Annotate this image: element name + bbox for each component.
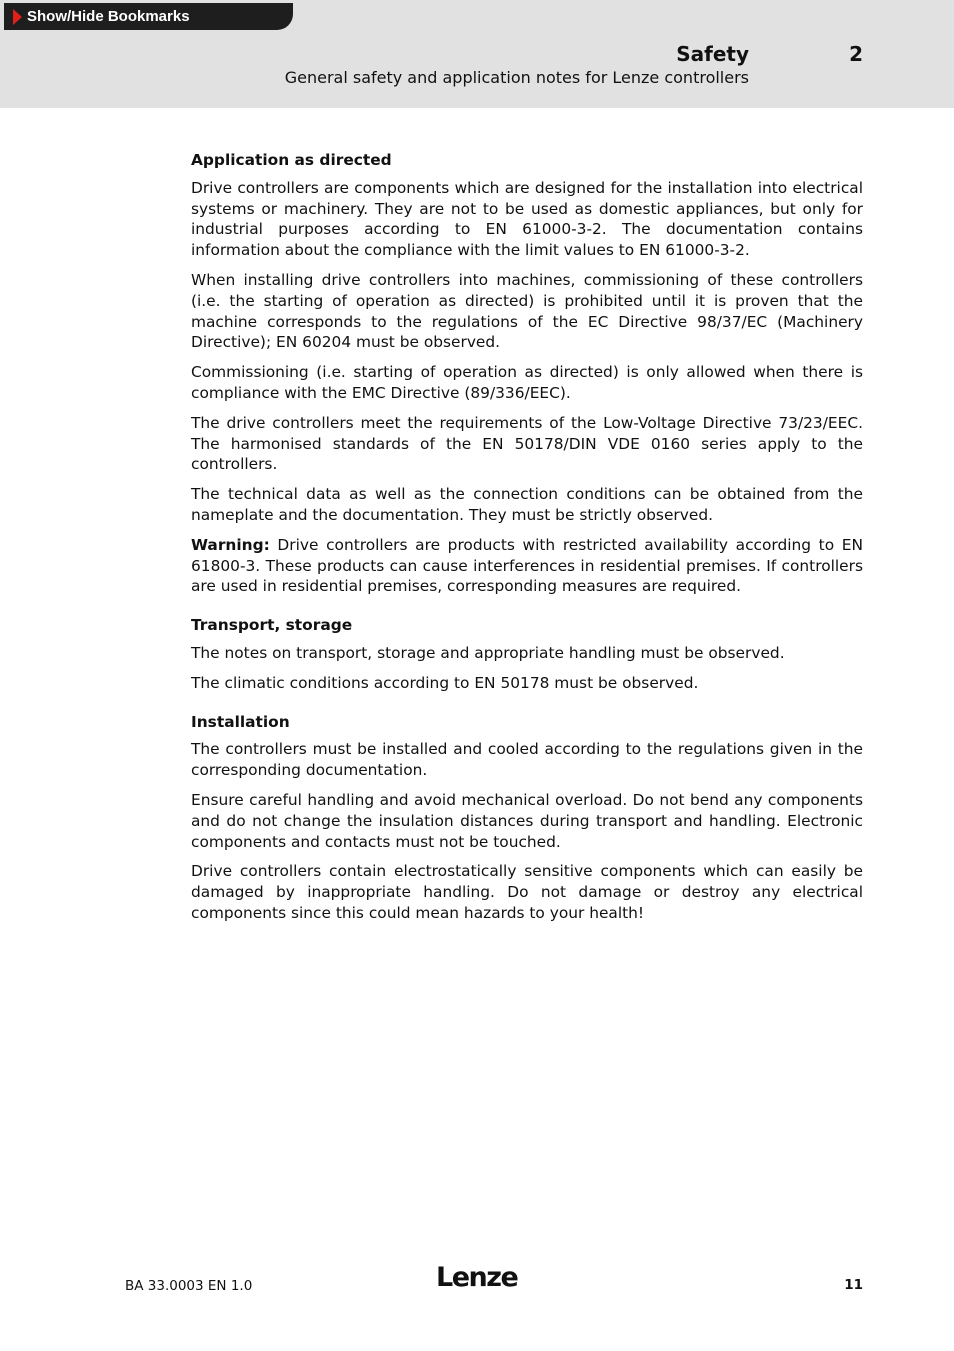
paragraph: Ensure careful handling and avoid mechanical overload. Do not bend any components and do not change the insulation distances during transport and handling. Electronic components and contacts must not be touched. bbox=[191, 790, 863, 851]
page-number: 11 bbox=[844, 1277, 863, 1293]
lenze-logo: Lenze bbox=[436, 1262, 518, 1293]
section-heading: Application as directed bbox=[191, 151, 392, 169]
page-content bbox=[191, 150, 863, 933]
page-header bbox=[0, 0, 954, 108]
paragraph: Commissioning (i.e. starting of operation as directed) is only allowed when there is compliance with the EMC Directive (89/336/EEC). bbox=[191, 363, 863, 402]
warning-label: Warning: bbox=[191, 535, 270, 554]
section-heading: Transport, storage bbox=[191, 616, 353, 635]
paragraph: The climatic conditions according to EN 50178 must be observed. bbox=[191, 673, 699, 692]
document-id: BA 33.0003 EN 1.0 bbox=[125, 1278, 253, 1294]
paragraph: The controllers must be installed and cooled according to the regulations given in the corresponding documentation. bbox=[191, 740, 863, 780]
paragraph: The drive controllers meet the requirements of the Low-Voltage Directive 73/23/EEC. The harmonised standards of the EN 50178/DIN VDE 0160 series apply to the controllers. bbox=[191, 413, 863, 474]
section-installation bbox=[191, 712, 863, 924]
section-transport bbox=[191, 615, 863, 693]
chapter-subtitle: General safety and application notes for Lenze controllers bbox=[284, 68, 749, 87]
triangle-right-icon bbox=[13, 9, 22, 25]
paragraph: The technical data as well as the connection conditions can be obtained from the nameplate and the documentation. They must be strictly observed. bbox=[191, 485, 863, 524]
section-application bbox=[191, 150, 863, 597]
show-hide-bookmarks-button[interactable] bbox=[4, 3, 293, 30]
section-heading: Installation bbox=[191, 712, 290, 731]
paragraph: The notes on transport, storage and appropriate handling must be observed. bbox=[191, 643, 785, 662]
paragraph: When installing drive controllers into machines, commissioning of these controllers (i.e. the starting of operation as directed) is prohibited until it is proven that the machine corresponds to the regulations of the EC Directive 98/37/EC (Machinery Directive); EN 60204 must be observed. bbox=[191, 270, 863, 352]
warning-paragraph bbox=[191, 535, 863, 597]
chapter-title: Safety bbox=[676, 42, 749, 66]
warning-text: Drive controllers are products with restricted availability according to EN 61800-3. These products can cause interferences in residential premises. If controllers are used in residential premises, corresponding measures are required. bbox=[191, 535, 863, 596]
chapter-number: 2 bbox=[849, 42, 863, 66]
bookmark-button-label: Show/Hide Bookmarks bbox=[27, 8, 190, 25]
paragraph: Drive controllers contain electrostatically sensitive components which can easily be damaged by inappropriate handling. Do not damage or destroy any electrical components since this could mean hazards to your health! bbox=[191, 862, 863, 922]
paragraph: Drive controllers are components which are designed for the installation into electrical systems or machinery. They are not to be used as domestic appliances, but only for industrial purposes according to EN 61000-3-2. The documentation contains information about the compliance with the limit values to EN 61000-3-2. bbox=[191, 178, 863, 260]
